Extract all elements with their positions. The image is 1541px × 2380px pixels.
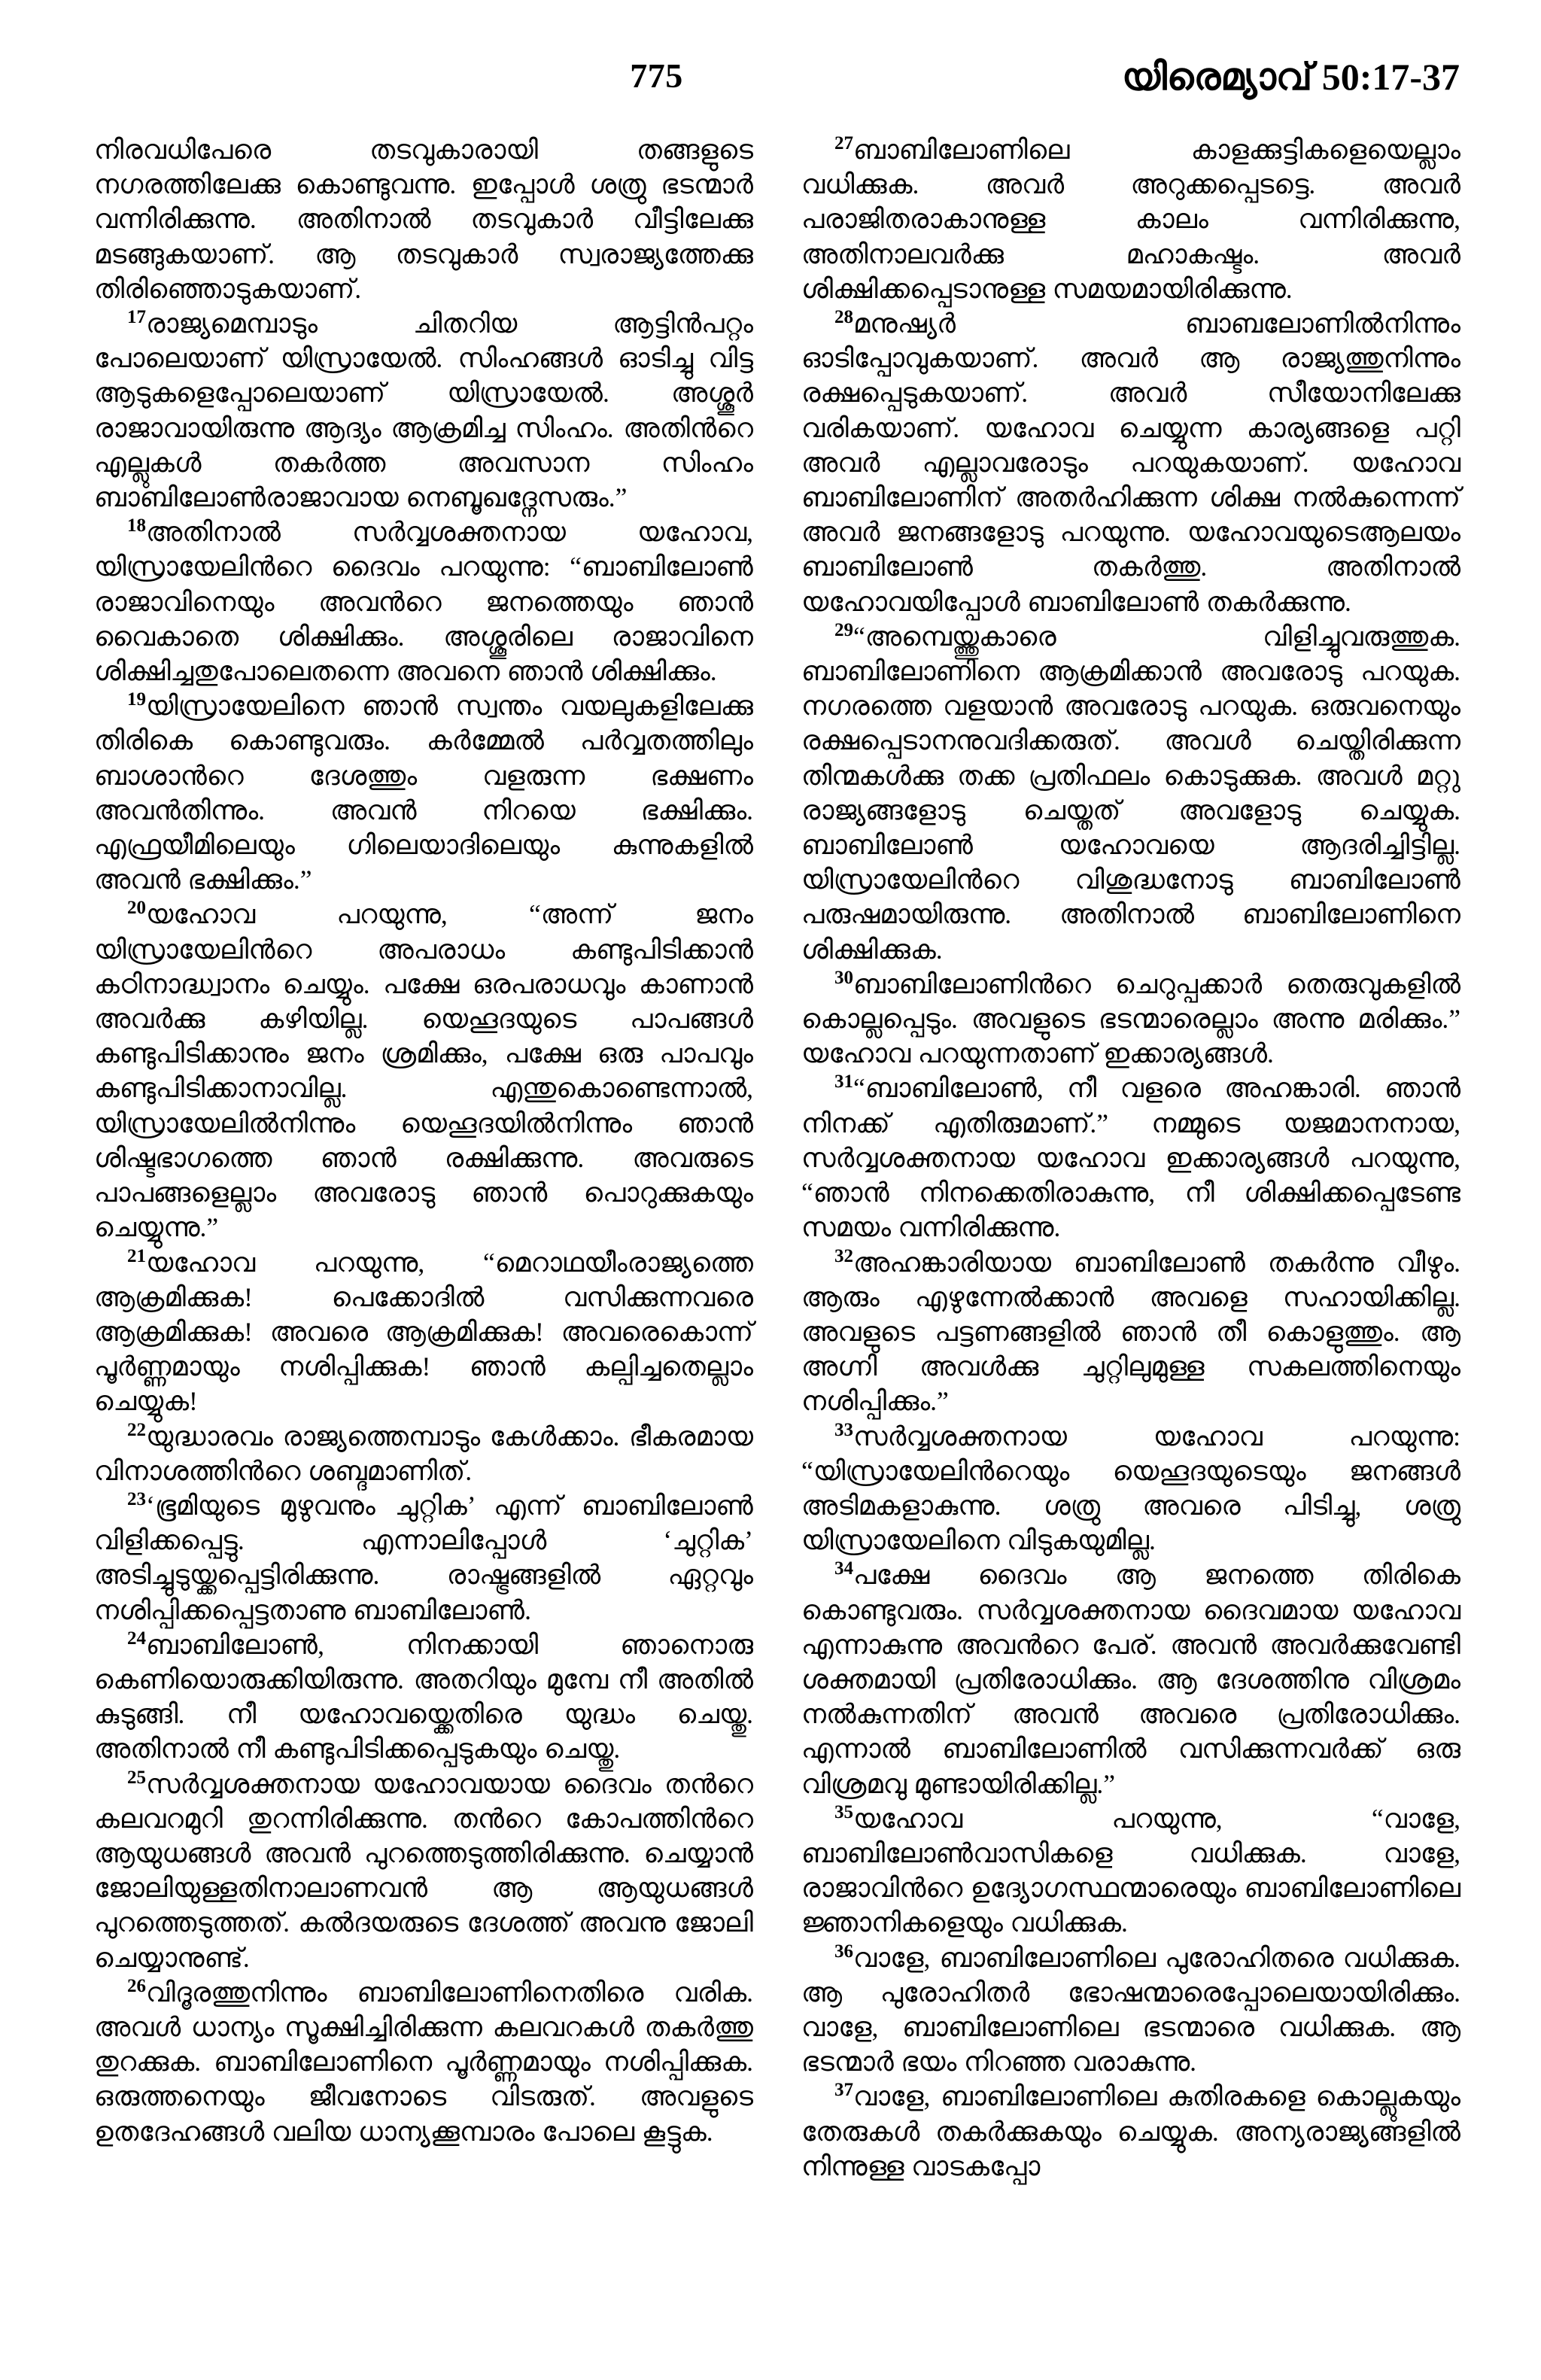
verse-paragraph [94, 1245, 753, 1419]
verse-text: സര്‍വ്വശക്തനായ യഹോവ പറയുന്നു: “യിസ്രായേലിന്‍റെയും യെഹൂദയുടെയും ജനങ്ങള്‍ അടിമകളാകുന്നു. ശത്രു അവരെ പിടിച്ചു, ശത്രു യിസ്രായേലിനെ വിടുകയുമില്ല. [801, 1421, 1460, 1556]
verse-text: രാജ്യമെമ്പാടും ചിതറിയ ആട്ടിന്‍പറ്റം പോലെയാണ് യിസ്രായേല്‍. സിംഹങ്ങള്‍ ഓടിച്ചു വിട്ട ആടുകളെപ്പോലെയാണ് യിസ്രായേല്‍. അശ്ശൂര്‍ രാജാവായിരുന്നു ആദ്യം ആക്രമിച്ച സിംഹം. അതിന്‍റെ എല്ലുകള്‍ തകര്‍ത്ത അവസാന സിംഹം ബാബിലോണ്‍രാജാവായ നെബൂഖദ്നേസരും.” [94, 309, 753, 513]
verse-number: 22 [127, 1419, 146, 1440]
verse-paragraph [801, 306, 1460, 619]
verse-number: 33 [834, 1419, 853, 1440]
continuation-paragraph [94, 132, 753, 306]
verse-text: സര്‍വ്വശക്തനായ യഹോവയായ ദൈവം തന്‍റെ കലവറമുറി തുറന്നിരിക്കുന്നു. തന്‍റെ കോപത്തിന്‍റെ ആയുധങ്ങള്‍ അവന്‍ പുറത്തെടുത്തിരിക്കുന്നു. ചെയ്യാന്‍ ജോലിയുള്ളതിനാലാണവന്‍ ആ ആയുധങ്ങള്‍ പുറത്തെടുത്തത്. കല്‍ദയരുടെ ദേശത്ത് അവനു ജോലി ചെയ്യാനുണ്ട്. [94, 1768, 753, 1973]
verse-paragraph [94, 515, 753, 688]
verse-number: 36 [834, 1941, 853, 1962]
running-head [94, 56, 1460, 114]
verse-number: 20 [127, 898, 146, 919]
verse-paragraph [801, 967, 1460, 1071]
page-number: 775 [630, 56, 683, 95]
verse-number: 21 [127, 1245, 146, 1266]
verse-number: 18 [127, 515, 146, 536]
verse-paragraph [801, 619, 1460, 967]
verse-paragraph [94, 1628, 753, 1767]
verse-paragraph [801, 1071, 1460, 1245]
verse-text: ‘ഭൂമിയുടെ മുഴുവനും ചുറ്റിക’ എന്ന് ബാബിലോണ്‍ വിളിക്കപ്പെട്ടു. എന്നാലിപ്പോള്‍ ‘ചുറ്റിക’ അടിച്ചുടുയ്ക്കപ്പെട്ടിരിക്കുന്നു. രാഷ്ട്രങ്ങളില്‍ ഏറ്റവും നശിപ്പിക്കപ്പെട്ടതാണു ബാബിലോണ്‍. [94, 1490, 753, 1625]
verse-number: 26 [127, 1975, 146, 1996]
verse-paragraph [801, 1941, 1460, 2080]
running-head-inner [94, 56, 1460, 114]
verse-paragraph [94, 1975, 753, 2149]
verse-paragraph [94, 306, 753, 515]
verse-text: ബാബിലോണിന്‍റെ ചെറുപ്പക്കാര്‍ തെരുവുകളില്‍ കൊല്ലപ്പെടും. അവളുടെ ഭടന്മാരെല്ലാം അന്നു മരിക്കും.” യഹോവ പറയുന്നതാണ് ഇക്കാര്യങ്ങള്‍. [801, 968, 1460, 1069]
verse-paragraph [94, 688, 753, 897]
verse-text: വാളേ, ബാബിലോണിലെ പുരോഹിതരെ വധിക്കുക. ആ പുരോഹിതര്‍ ഭോഷന്മാരെപ്പോലെയായിരിക്കും. വാളേ, ബാബിലോണിലെ ഭടന്മാരെ വധിക്കുക. ആ ഭടന്മാര്‍ ഭയം നിറഞ്ഞ വരാകുന്നു. [801, 1942, 1460, 2078]
verse-text: യഹോവ പറയുന്നു, “വാളേ, ബാബിലോണ്‍വാസികളെ വധിക്കുക. വാളേ, രാജാവിന്‍റെ ഉദ്യോഗസ്ഥന്മാരെയും ബാബിലോണിലെ ജ്ഞാനികളെയും വധിക്കുക. [801, 1803, 1460, 1938]
column-right [801, 132, 1460, 2337]
verse-text: “ബാബിലോണ്‍, നീ വളരെ അഹങ്കാരി. ഞാന്‍ നിനക്ക് എതിരുമാണ്.” നമ്മുടെ യജമാനനായ, സര്‍വ്വശക്തനായ യഹോവ ഇക്കാര്യങ്ങള്‍ പറയുന്നു, “ഞാന്‍ നിനക്കെതിരാകുന്നു, നീ ശിക്ഷിക്കപ്പെടേണ്ട സമയം വന്നിരിക്കുന്നു. [801, 1073, 1460, 1243]
verse-paragraph [801, 1801, 1460, 1941]
verse-number: 24 [127, 1628, 146, 1649]
column-left [94, 132, 753, 2337]
verse-paragraph [94, 1419, 753, 1488]
verse-text: യിസ്രായേലിനെ ഞാന്‍ സ്വന്തം വയലുകളിലേക്കു തിരികെ കൊണ്ടുവരും. കര്‍മ്മേല്‍ പര്‍വ്വതത്തിലും ബാശാന്‍റെ ദേശത്തും വളരുന്ന ഭക്ഷണം അവന്‍തിന്നും. അവന്‍ നിറയെ ഭക്ഷിക്കും. എഫ്രയീമിലെയും ഗിലെയാദിലെയും കുന്നുകളില്‍ അവന്‍ ഭക്ഷിക്കും.” [94, 691, 753, 895]
verse-text: വാളേ, ബാബിലോണിലെ കുതിരകളെ കൊല്ലുകയും തേരുകള്‍ തകര്‍ക്കുകയും ചെയ്യുക. അന്യരാജ്യങ്ങളില്‍ നിന്നുള്ള വാടകപ്പോ [801, 2081, 1460, 2181]
verse-number: 32 [834, 1245, 853, 1266]
verse-number: 34 [834, 1558, 853, 1579]
verse-paragraph [801, 1245, 1460, 1419]
verse-number: 17 [127, 307, 146, 328]
verse-number: 19 [127, 689, 146, 710]
verse-text: പക്ഷേ ദൈവം ആ ജനത്തെ തിരികെ കൊണ്ടുവരും. സര്‍വ്വശക്തനായ ദൈവമായ യഹോവ എന്നാകുന്നു അവന്‍റെ പേര്. അവന്‍ അവര്‍ക്കുവേണ്ടി ശക്തമായി പ്രതിരോധിക്കും. ആ ദേശത്തിനു വിശ്രമം നല്‍കുന്നതിന് അവന്‍ അവരെ പ്രതിരോധിക്കും. എന്നാല്‍ ബാബിലോണില്‍ വസിക്കുന്നവര്‍ക്ക് ഒരു വിശ്രമവു മുണ്ടായിരിക്കില്ല.” [801, 1560, 1460, 1799]
verse-number: 28 [834, 307, 853, 328]
verse-number: 27 [834, 133, 853, 154]
verse-number: 37 [834, 2080, 853, 2101]
verse-text: വിദൂരത്തുനിന്നും ബാബിലോണിനെതിരെ വരിക. അവള്‍ ധാന്യം സൂക്ഷിച്ചിരിക്കുന്ന കലവറകള്‍ തകര്‍ത്തു തുറക്കുക. ബാബിലോണിനെ പൂര്‍ണ്ണമായും നശിപ്പിക്കുക. ഒരുത്തനെയും ജീവനോടെ വിടരുത്. അവളുടെ ഉതദേഹങ്ങള്‍ വലിയ ധാന്യക്കൂമ്പാരം പോലെ കൂട്ടുക. [94, 1977, 753, 2147]
verse-number: 29 [834, 620, 853, 641]
verse-paragraph [801, 2079, 1460, 2184]
verse-text: നിരവധിപേരെ തടവുകാരായി തങ്ങളുടെ നഗരത്തിലേക്കു കൊണ്ടുവന്നു. ഇപ്പോള്‍ ശത്രു ഭടന്മാര്‍ വന്നിരിക്കുന്നു. അതിനാല്‍ തടവുകാര്‍ വീട്ടിലേക്കു മടങ്ങുകയാണ്. ആ തടവുകാര്‍ സ്വരാജ്യത്തേക്കു തിരിഞ്ഞൊടുകയാണ്. [94, 135, 753, 304]
verse-text: അഹങ്കാരിയായ ബാബിലോണ്‍ തകര്‍ന്നു വീഴും. ആരും എഴുന്നേല്‍ക്കാന്‍ അവളെ സഹായിക്കില്ല. അവളുടെ പട്ടണങ്ങളില്‍ ഞാന്‍ തീ കൊളുത്തും. ആ അഗ്നി അവള്‍ക്കു ചുറ്റിലുമുള്ള സകലത്തിനെയും നശിപ്പിക്കും.” [801, 1247, 1460, 1417]
verse-number: 31 [834, 1071, 853, 1093]
verse-text: ബാബിലോണിലെ കാളക്കുട്ടികളെയെല്ലാം വധിക്കുക. അവര്‍ അറുക്കപ്പെടട്ടെ. അവര്‍ പരാജിതരാകാനുള്ള കാലം വന്നിരിക്കുന്നു, അതിനാലവര്‍ക്കു മഹാകഷ്ടം. അവര്‍ ശിക്ഷിക്കപ്പെടാനുള്ള സമയമായിരിക്കുന്നു. [801, 135, 1460, 304]
verse-text: യുദ്ധാരവം രാജ്യത്തെമ്പാടും കേള്‍ക്കാം. ഭീകരമായ വിനാശത്തിന്‍റെ ശബ്ദമാണിത്. [94, 1421, 753, 1486]
verse-number: 23 [127, 1489, 146, 1510]
verse-paragraph [94, 897, 753, 1245]
verse-text: “അമ്പെയ്ത്തുകാരെ വിളിച്ചുവരുത്തുക. ബാബിലോണിനെ ആക്രമിക്കാന്‍ അവരോടു പറയുക. നഗരത്തെ വളയാന്‍ അവരോടു പറയുക. ഒരുവനെയും രക്ഷപ്പെടാനനുവദിക്കരുത്. അവള്‍ ചെയ്തിരിക്കുന്ന തിന്മകള്‍ക്കു തക്ക പ്രതിഫലം കൊടുക്കുക. അവള്‍ മറ്റു രാജ്യങ്ങളോടു ചെയ്തത് അവളോടു ചെയ്യുക. ബാബിലോണ്‍ യഹോവയെ ആദരിച്ചിട്ടില്ല. യിസ്രായേലിന്‍റെ വിശുദ്ധനോടു ബാബിലോണ്‍ പരുഷമായിരുന്നു. അതിനാല്‍ ബാബിലോണിനെ ശിക്ഷിക്കുക. [801, 621, 1460, 965]
verse-paragraph [94, 1488, 753, 1628]
body-columns [94, 132, 1460, 2337]
verse-paragraph [94, 1767, 753, 1975]
verse-paragraph [801, 1558, 1460, 1801]
verse-text: മനുഷ്യര്‍ ബാബലോണില്‍നിന്നും ഓടിപ്പോവുകയാണ്. അവര്‍ ആ രാജ്യത്തുനിന്നും രക്ഷപ്പെടുകയാണ്. അവര്‍ സീയോനിലേക്കു വരികയാണ്. യഹോവ ചെയ്യുന്ന കാര്യങ്ങളെ പറ്റി അവര്‍ എല്ലാവരോടും പറയുകയാണ്. യഹോവ ബാബിലോണിന് അതര്‍ഹിക്കുന്ന ശിക്ഷ നല്‍കുന്നെന്ന് അവര്‍ ജനങ്ങളോടു പറയുന്നു. യഹോവയുടെആലയം ബാബിലോണ്‍ തകര്‍ത്തു. അതിനാല്‍ യഹോവയിപ്പോള്‍ ബാബിലോണ്‍ തകര്‍ക്കുന്നു. [801, 309, 1460, 617]
verse-text: ബാബിലോണ്‍, നിനക്കായി ഞാനൊരു കെണിയൊരുക്കിയിരുന്നു. അതറിയും മുമ്പേ നീ അതില്‍ കുടുങ്ങി. നീ യഹോവയ്ക്കെതിരെ യുദ്ധം ചെയ്തു. അതിനാല്‍ നീ കണ്ടുപിടിക്കപ്പെടുകയും ചെയ്തു. [94, 1629, 753, 1764]
verse-number: 35 [834, 1801, 853, 1822]
verse-number: 30 [834, 968, 853, 989]
verse-paragraph [801, 132, 1460, 306]
verse-text: യഹോവ പറയുന്നു, “അന്ന് ജനം യിസ്രായേലിന്‍റെ അപരാധം കണ്ടുപിടിക്കാന്‍ കഠിനാദ്ധ്വാനം ചെയ്യും. പക്ഷേ ഒരപരാധവും കാണാന്‍ അവര്‍ക്കു കഴിയില്ല. യെഹൂദയുടെ പാപങ്ങള്‍ കണ്ടുപിടിക്കാനും ജനം ശ്രമിക്കും, പക്ഷേ ഒരു പാപവും കണ്ടുപിടിക്കാനാവില്ല. എന്തുകൊണ്ടെന്നാല്‍, യിസ്രായേലില്‍നിന്നും യെഹൂദയില്‍നിന്നും ഞാന്‍ ശിഷ്ടഭാഗത്തെ ഞാന്‍ രക്ഷിക്കുന്നു. അവരുടെ പാപങ്ങളെല്ലാം അവരോടു ഞാന്‍ പൊറുക്കുകയും ചെയ്യുന്നു.” [94, 899, 753, 1243]
verse-text: യഹോവ പറയുന്നു, “മെറാഥയീംരാജ്യത്തെ ആക്രമിക്കുക! പെക്കോദില്‍ വസിക്കുന്നവരെ ആക്രമിക്കുക! അവരെ ആക്രമിക്കുക! അവരെകൊന്ന് പൂര്‍ണ്ണമായും നശിപ്പിക്കുക! ഞാന്‍ കല്പിച്ചതെല്ലാം ചെയ്യുക! [94, 1247, 753, 1417]
verse-number: 25 [127, 1767, 146, 1788]
verse-text: അതിനാല്‍ സര്‍വ്വശക്തനായ യഹോവ, യിസ്രായേലിന്‍റെ ദൈവം പറയുന്നു: “ബാബിലോണ്‍ രാജാവിനെയും അവന്‍റെ ജനത്തെയും ഞാന്‍ വൈകാതെ ശിക്ഷിക്കും. അശ്ശൂരിലെ രാജാവിനെ ശിക്ഷിച്ചതുപോലെതന്നെ അവനെ ഞാന്‍ ശിക്ഷിക്കും. [94, 517, 753, 687]
verse-paragraph [801, 1419, 1460, 1558]
book-chapter-reference: യിരെമ്യാവ് 50:17-37 [1121, 56, 1460, 98]
